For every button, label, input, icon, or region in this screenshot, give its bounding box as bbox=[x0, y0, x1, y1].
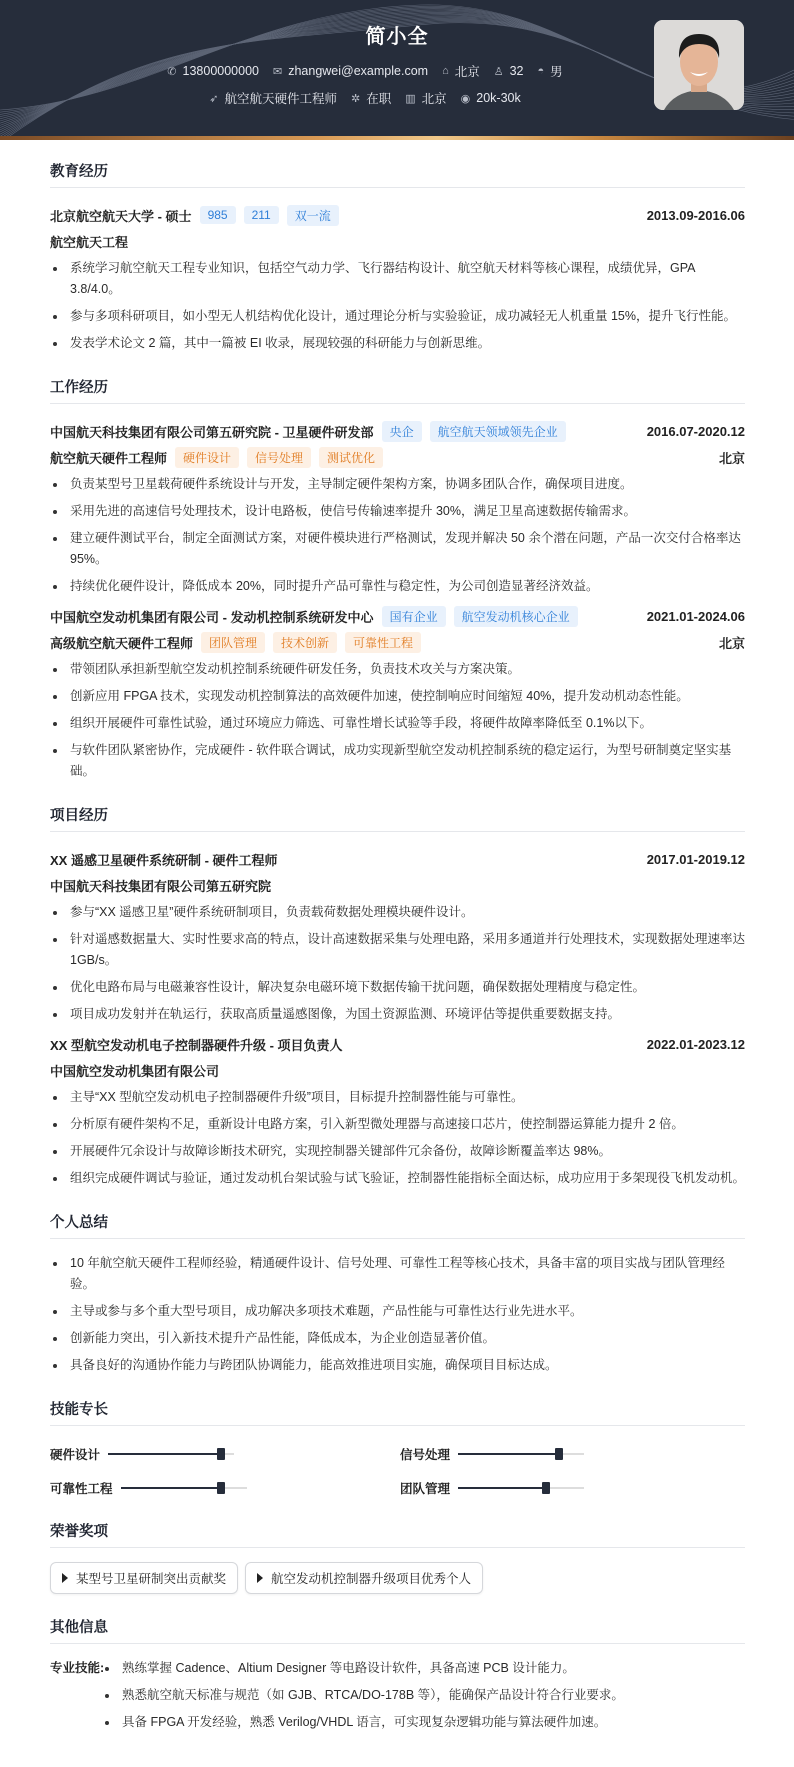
bullet: 优化电路布局与电磁兼容性设计，解决复杂电磁环境下数据传输干扰问题，确保数据处理精度与稳定性。 bbox=[50, 977, 745, 998]
bullet: 发表学术论文 2 篇，其中一篇被 EI 收录，展现较强的科研能力与创新思维。 bbox=[50, 333, 745, 354]
location: 北京 bbox=[454, 65, 480, 79]
status-icon: ✲ bbox=[350, 92, 361, 105]
bullet: 采用先进的高速信号处理技术，设计电路板，使信号传输速率提升 30%，满足卫星高速数据传输需求。 bbox=[50, 501, 745, 522]
bullet: 开展硬件冗余设计与故障诊断技术研究，实现控制器关键部件冗余备份，故障诊断覆盖率达 98%。 bbox=[50, 1141, 745, 1162]
projects-section bbox=[50, 804, 745, 1189]
project-name: XX 遥感卫星硬件系统研制 - 硬件工程师 bbox=[50, 852, 278, 868]
section-title: 荣誉奖项 bbox=[50, 1520, 745, 1548]
bullet: 10 年航空航天硬件工程师经验，精通硬件设计、信号处理、可靠性工程等核心技术，具备丰富的项目实战与团队管理经验。 bbox=[50, 1253, 745, 1295]
city: 北京 bbox=[718, 635, 745, 651]
skill-level-slider bbox=[458, 1453, 584, 1455]
award-name: 航空发动机控制器升级项目优秀个人 bbox=[271, 1572, 472, 1586]
building-icon: ▥ bbox=[405, 92, 416, 105]
bullet: 熟练掌握 Cadence、Altium Designer 等电路设计软件，具备高速 PCB 设计能力。 bbox=[102, 1658, 745, 1679]
skill-level-slider bbox=[458, 1487, 584, 1489]
salary-icon: ◉ bbox=[460, 92, 471, 105]
skill-name: 可靠性工程 bbox=[50, 1482, 113, 1496]
other-label: 专业技能: bbox=[50, 1661, 105, 1675]
skill-item bbox=[50, 1478, 400, 1498]
bullet: 与软件团队紧密协作，完成硬件 - 软件联合调试，成功实现新型航空发动机控制系统的稳定运行，为型号研制奠定坚实基础。 bbox=[50, 740, 745, 782]
phone-icon: ✆ bbox=[167, 65, 177, 78]
company: 中国航空发动机集团有限公司 - 发动机控制系统研发中心 bbox=[50, 609, 374, 625]
bullet: 参与“XX 遥感卫星”硬件系统研制项目，负责载荷数据处理模块硬件设计。 bbox=[50, 902, 745, 923]
education-section bbox=[50, 160, 745, 354]
major: 航空航天工程 bbox=[50, 234, 129, 250]
skill-level-slider bbox=[108, 1453, 234, 1455]
skill-level-fill bbox=[458, 1487, 546, 1489]
skill-item bbox=[400, 1444, 745, 1464]
section-title: 其他信息 bbox=[50, 1616, 745, 1644]
bullet: 带领团队承担新型航空发动机控制系统硬件研发任务，负责技术攻关与方案决策。 bbox=[50, 659, 745, 680]
award-name: 某型号卫星研制突出贡献奖 bbox=[76, 1572, 227, 1586]
caret-right-icon bbox=[257, 1573, 263, 1583]
skill-name: 信号处理 bbox=[400, 1448, 451, 1462]
skill-tag: 技术创新 bbox=[273, 632, 337, 653]
skill-tag: 硬件设计 bbox=[175, 447, 239, 468]
header-accent-bar bbox=[0, 136, 794, 140]
date: 2017.01-2019.12 bbox=[646, 851, 745, 867]
project-org: 中国航空发动机集团有限公司 bbox=[50, 1063, 220, 1079]
role: 高级航空航天硬件工程师 bbox=[50, 635, 194, 651]
skill-item bbox=[50, 1444, 400, 1464]
other-section bbox=[50, 1616, 745, 1745]
bullet: 主导或参与多个重大型号项目，成功解决多项技术难题，产品性能与可靠性达行业先进水平。 bbox=[50, 1301, 745, 1322]
city: 北京 bbox=[718, 450, 745, 466]
skill-level-thumb bbox=[542, 1482, 550, 1494]
bullet: 项目成功发射并在轨运行，获取高质量遥感图像，为国土资源监测、环境评估等提供重要数据支持。 bbox=[50, 1004, 745, 1025]
date: 2021.01-2024.06 bbox=[646, 608, 745, 624]
age: 32 bbox=[509, 64, 524, 78]
role: 航空航天硬件工程师 bbox=[50, 450, 168, 466]
tag: 央企 bbox=[382, 421, 422, 442]
project-name: XX 型航空发动机电子控制器硬件升级 - 项目负责人 bbox=[50, 1037, 343, 1053]
skill-tag: 可靠性工程 bbox=[345, 632, 421, 653]
skill-level-thumb bbox=[217, 1448, 225, 1460]
skill-name: 硬件设计 bbox=[50, 1448, 101, 1462]
email[interactable]: zhangwei@example.com bbox=[288, 64, 429, 78]
award-item[interactable] bbox=[50, 1562, 238, 1594]
tag: 211 bbox=[244, 206, 279, 224]
bullet: 具备 FPGA 开发经验，熟悉 Verilog/VHDL 语言，可实现复杂逻辑功能与算法硬件加速。 bbox=[102, 1712, 745, 1733]
bullet: 系统学习航空航天工程专业知识，包括空气动力学、飞行器结构设计、航空航天材料等核心课程，成绩优异，GPA 3.8/4.0。 bbox=[50, 258, 745, 300]
tag: 国有企业 bbox=[382, 606, 446, 627]
awards-section bbox=[50, 1520, 745, 1594]
job-status: 在职 bbox=[366, 92, 392, 106]
mail-icon: ✉ bbox=[273, 65, 283, 78]
tag: 双一流 bbox=[287, 205, 339, 226]
bullet: 熟悉航空航天标准与规范（如 GJB、RTCA/DO-178B 等），能确保产品设计符合行业要求。 bbox=[102, 1685, 745, 1706]
tag: 985 bbox=[200, 206, 236, 224]
date: 2013.09-2016.06 bbox=[646, 207, 745, 223]
skills-section bbox=[50, 1398, 745, 1498]
date: 2016.07-2020.12 bbox=[646, 423, 745, 439]
bullet: 持续优化硬件设计，降低成本 20%，同时提升产品可靠性与稳定性，为公司创造显著经济效益。 bbox=[50, 576, 745, 597]
skill-item bbox=[400, 1478, 745, 1498]
cake-icon: ♙ bbox=[493, 65, 504, 78]
target-city: 北京 bbox=[421, 92, 447, 106]
bullet: 分析原有硬件架构不足，重新设计电路方案，引入新型微处理器与高速接口芯片，使控制器运算能力提升 2 倍。 bbox=[50, 1114, 745, 1135]
tag: 航空发动机核心企业 bbox=[454, 606, 578, 627]
resume-header bbox=[0, 0, 794, 140]
skill-tag: 测试优化 bbox=[319, 447, 383, 468]
gender: 男 bbox=[550, 65, 563, 79]
school: 北京航空航天大学 - 硕士 bbox=[50, 208, 192, 224]
skill-level-fill bbox=[458, 1453, 559, 1455]
bullet: 创新应用 FPGA 技术，实现发动机控制算法的高效硬件加速，使控制响应时间缩短 40%，提升发动机动态性能。 bbox=[50, 686, 745, 707]
avatar-photo bbox=[654, 20, 744, 110]
section-title: 项目经历 bbox=[50, 804, 745, 832]
skill-level-thumb bbox=[217, 1482, 225, 1494]
bullet: 组织完成硬件调试与验证，通过发动机台架试验与试飞验证，控制器性能指标全面达标，成功应用于多架现役飞机发动机。 bbox=[50, 1168, 745, 1189]
skill-level-fill bbox=[108, 1453, 221, 1455]
section-title: 教育经历 bbox=[50, 160, 745, 188]
resume-body bbox=[50, 160, 745, 1767]
skill-name: 团队管理 bbox=[400, 1482, 451, 1496]
bullet: 具备良好的沟通协作能力与跨团队协调能力，能高效推进项目实施，确保项目目标达成。 bbox=[50, 1355, 745, 1376]
bullet: 创新能力突出，引入新技术提升产品性能，降低成本，为企业创造显著价值。 bbox=[50, 1328, 745, 1349]
skill-level-slider bbox=[121, 1487, 247, 1489]
job-intent-row bbox=[0, 89, 730, 107]
candidate-name: 简小全 bbox=[365, 26, 429, 48]
bullet: 负责某型号卫星载荷硬件系统设计与开发，主导制定硬件架构方案，协调多团队合作，确保项目进度。 bbox=[50, 474, 745, 495]
gender-icon: ◓ bbox=[537, 65, 545, 77]
work-section bbox=[50, 376, 745, 782]
tag: 航空航天领域领先企业 bbox=[430, 421, 566, 442]
bullet: 建立硬件测试平台，制定全面测试方案，对硬件模块进行严格测试，发现并解决 50 余个潜在问题，产品一次交付合格率达 95%。 bbox=[50, 528, 745, 570]
skill-tag: 团队管理 bbox=[201, 632, 265, 653]
section-title: 个人总结 bbox=[50, 1211, 745, 1239]
bullet: 主导“XX 型航空发动机电子控制器硬件升级”项目，目标提升控制器性能与可靠性。 bbox=[50, 1087, 745, 1108]
award-item[interactable] bbox=[245, 1562, 483, 1594]
target-position: 航空航天硬件工程师 bbox=[224, 92, 337, 106]
project-org: 中国航天科技集团有限公司第五研究院 bbox=[50, 878, 272, 894]
salary: 20k-30k bbox=[476, 91, 521, 105]
date: 2022.01-2023.12 bbox=[646, 1036, 745, 1052]
company: 中国航天科技集团有限公司第五研究院 - 卫星硬件研发部 bbox=[50, 424, 374, 440]
send-icon: ➶ bbox=[209, 92, 219, 105]
caret-right-icon bbox=[62, 1573, 68, 1583]
bullet: 参与多项科研项目，如小型无人机结构优化设计，通过理论分析与实验验证，成功减轻无人机重量 15%，提升飞行性能。 bbox=[50, 306, 745, 327]
phone: 13800000000 bbox=[182, 64, 259, 78]
summary-section bbox=[50, 1211, 745, 1376]
contact-row bbox=[0, 62, 730, 80]
skill-level-thumb bbox=[555, 1448, 563, 1460]
section-title: 工作经历 bbox=[50, 376, 745, 404]
home-icon: ⌂ bbox=[442, 65, 449, 77]
skill-tag: 信号处理 bbox=[247, 447, 311, 468]
bullet: 组织开展硬件可靠性试验，通过环境应力筛选、可靠性增长试验等手段，将硬件故障率降低至 0.1%以下。 bbox=[50, 713, 745, 734]
bullet: 针对遥感数据量大、实时性要求高的特点，设计高速数据采集与处理电路，采用多通道并行处理技术，实现数据处理速率达 1GB/s。 bbox=[50, 929, 745, 971]
skill-level-fill bbox=[121, 1487, 222, 1489]
section-title: 技能专长 bbox=[50, 1398, 745, 1426]
